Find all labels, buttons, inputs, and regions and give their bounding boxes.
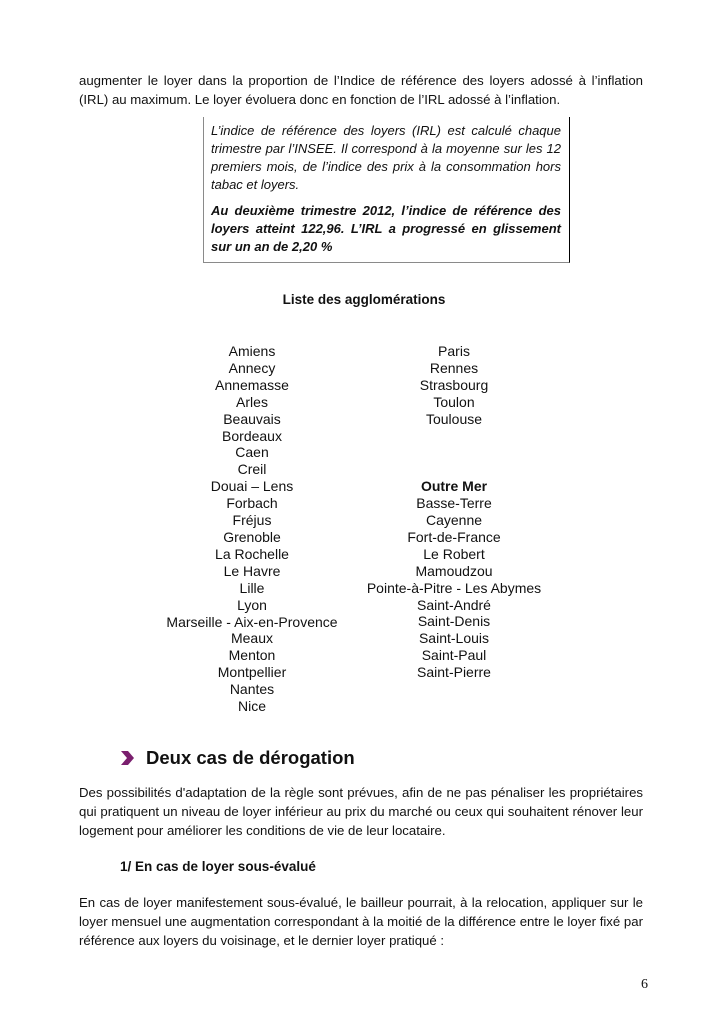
city-item: Arles <box>236 393 268 410</box>
city-item: Cayenne <box>425 512 483 529</box>
irl-info-box <box>203 117 570 263</box>
section-heading <box>120 747 355 769</box>
city-item: Bordeaux <box>222 427 282 444</box>
city-item: Toulon <box>433 393 475 410</box>
city-item: Fréjus <box>232 512 272 529</box>
city-item: Mamoudzou <box>415 562 493 579</box>
sub-heading: 1/ En cas de loyer sous-évalué <box>120 859 316 874</box>
city-item: Le Havre <box>223 562 281 579</box>
city-item: Basse-Terre <box>416 495 492 512</box>
right-cities-column <box>304 343 604 681</box>
city-item: Saint-André <box>417 596 491 613</box>
city-item: Nice <box>237 698 266 715</box>
city-item: Paris <box>438 343 470 359</box>
city-item: Pointe-à-Pitre - Les Abymes <box>366 579 542 596</box>
city-item: Lyon <box>237 596 267 613</box>
city-item: Forbach <box>226 495 278 512</box>
city-item: La Rochelle <box>215 545 289 562</box>
outre-mer-cities <box>304 495 604 681</box>
derogation-paragraph: Des possibilités d'adaptation de la règle sont prévues, afin de ne pas pénaliser les propriétaires qui pratiquent un niveau de loyer inférieur au prix du marché ou ceux qui souhaitent rénover leur logement pour améliorer les conditions de vie de leur locataire. <box>79 785 643 838</box>
column-spacer <box>304 428 604 479</box>
section-heading-text: Deux cas de dérogation <box>146 747 355 768</box>
city-item: Menton <box>228 647 276 664</box>
list-title: Liste des agglomérations <box>282 292 446 307</box>
irl-value: Au deuxième trimestre 2012, l’indice de référence des loyers atteint 122,96. L’IRL a progressé en glissement sur un an de 2,20 % <box>211 203 561 254</box>
city-item: Lille <box>239 579 265 596</box>
city-item: Strasbourg <box>419 376 489 393</box>
city-item: Montpellier <box>217 664 287 681</box>
city-item: Douai – Lens <box>210 478 294 495</box>
city-item: Saint-Louis <box>418 630 490 647</box>
city-item: Saint-Denis <box>417 613 491 630</box>
city-item: Creil <box>237 461 267 478</box>
city-item: Beauvais <box>223 410 281 427</box>
city-item: Caen <box>235 444 269 461</box>
page-number: 6 <box>641 977 648 992</box>
city-item: Marseille - Aix-en-Provence <box>166 613 338 630</box>
city-item: Toulouse <box>425 410 483 427</box>
intro-paragraph: augmenter le loyer dans la proportion de l’Indice de référence des loyers adossé à l’inflation (IRL) au maximum. Le loyer évoluera donc en fonction de l’IRL adossé à l’inflation. <box>79 73 643 107</box>
city-item: Grenoble <box>223 528 281 545</box>
cas1-paragraph: En cas de loyer manifestement sous-évalué, le bailleur pourrait, à la relocation, appliquer sur le loyer mensuel une augmentation correspondant à la moitié de la différence entre le loyer fixé par référence aux loyers du voisinage, et le dernier loyer pratiqué : <box>79 895 643 948</box>
irl-definition: L’indice de référence des loyers (IRL) est calculé chaque trimestre par l’INSEE. Il correspond à la moyenne sur les 12 premiers mois, de l’indice des prix à la consommation hors tabac et loyers. <box>211 123 561 192</box>
metropole-cities <box>304 343 604 428</box>
city-item: Fort-de-France <box>407 528 501 545</box>
city-item: Nantes <box>229 681 275 698</box>
city-item: Amiens <box>228 343 276 359</box>
outre-mer-heading: Outre Mer <box>420 478 488 495</box>
chevron-right-icon <box>120 750 134 766</box>
city-item: Annemasse <box>215 376 289 393</box>
city-item: Meaux <box>230 630 274 647</box>
city-item: Saint-Pierre <box>417 664 491 681</box>
city-item: Saint-Paul <box>421 647 487 664</box>
city-item: Le Robert <box>423 545 485 562</box>
city-item: Rennes <box>429 359 479 376</box>
city-item: Annecy <box>228 359 276 376</box>
